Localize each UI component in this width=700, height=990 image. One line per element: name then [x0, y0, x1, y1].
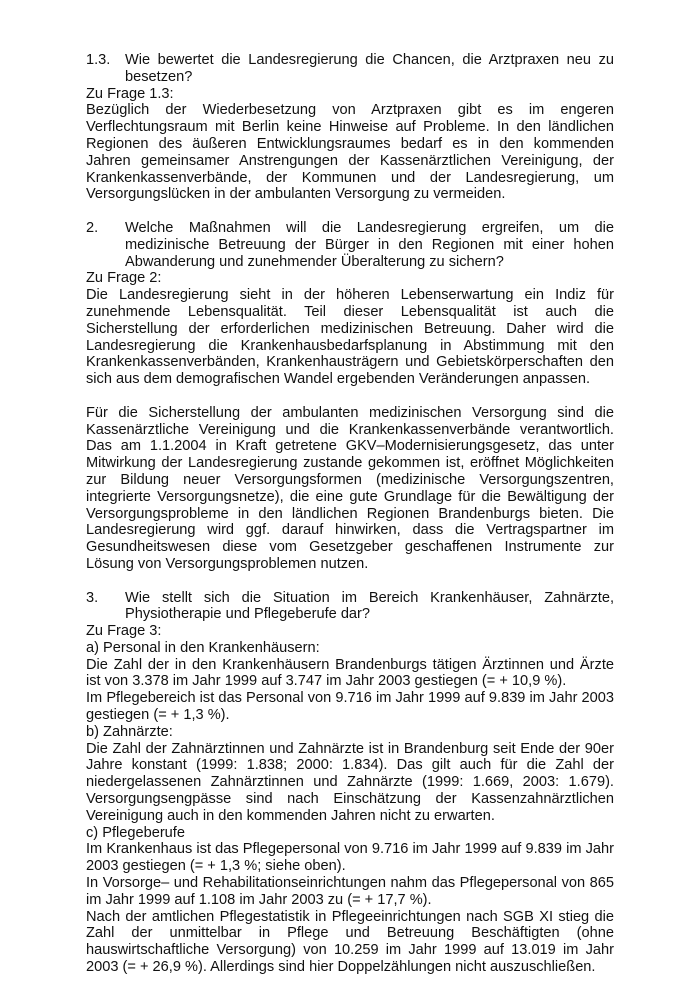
question-text: Wie bewertet die Landesregierung die Chancen, die Arztpraxen neu zu besetzen?: [125, 52, 614, 85]
answer-paragraph: Bezüglich der Wiederbesetzung von Arztpraxen gibt es im engeren Verflechtungsraum mit Berlin keine Hinweise auf Probleme. In den ländlichen Regionen des äußeren Entwicklungsraumes bedarf es in den kommenden Jahren gemeinsamer Anstrengungen der Kassenärztlichen Vereinigung, der Krankenkassenverbände, der Kommunen und der Landesregierung, um Versorgungslücken in der ambulanten Versorgung zu vermeiden.: [86, 102, 614, 203]
subsection-heading: c) Pflegeberufe: [86, 824, 185, 841]
question-3: [86, 590, 614, 624]
answer-paragraph: In Vorsorge– und Rehabilitationseinrichtungen nahm das Pflegepersonal von 865 im Jahr 1999 auf 1.108 im Jahr 2003 zu (= + 17,7 %).: [86, 875, 614, 908]
answer-paragraph: Im Krankenhaus ist das Pflegepersonal von 9.716 im Jahr 1999 auf 9.839 im Jahr 2003 gestiegen (= + 1,3 %; siehe oben).: [86, 841, 614, 875]
subsection-heading: a) Personal in den Krankenhäusern:: [86, 639, 320, 656]
answer-label: Zu Frage 2:: [86, 270, 162, 287]
question-text: Welche Maßnahmen will die Landesregierung ergreifen, um die medizinische Betreuung der Bürger in den Regionen mit einer hohen Abwanderung und zunehmender Überalterung zu sichern?: [125, 219, 614, 270]
question-1-3: [86, 52, 614, 86]
answer-paragraph: Für die Sicherstellung der ambulanten medizinischen Versorgung sind die Kassenärztliche Vereinigung und die Krankenkassenverbände verantwortlich. Das am 1.1.2004 in Kraft getretene GKV–Modernisierungsgesetz, das unter Mitwirkung der Landesregierung zustande gekommen ist, eröffnet Möglichkeiten zur Bildung neuer Versorgungsformen (medizinische Versorgungszentren, integrierte Versorgungsnetze), die eine gute Grundlage für die Bewältigung der Versorgungsprobleme in den ländlichen Regionen Brandenburgs bieten. Die Landesregierung wird ggf. darauf hinwirken, dass die Vertragspartner im Gesundheitswesen diese vom Gesetzgeber geschaffenen Instrumente zur Lösung von Versorgungsproblemen nutzen.: [86, 404, 614, 572]
answer-paragraph: Nach der amtlichen Pflegestatistik in Pflegeeinrichtungen nach SGB XI stieg die Zahl der unmittelbar in Pflege und Betreuung Beschäftigten (ohne hauswirtschaftliche Versorgung) von 10.259 im Jahr 1999 auf 13.019 im Jahr 2003 (= + 26,9 %). Allerdings sind hier Doppelzählungen nicht auszuschließen.: [86, 908, 614, 976]
question-number: 1.3.: [86, 52, 111, 68]
subsection-heading: b) Zahnärzte:: [86, 723, 173, 740]
answer-paragraph: Die Zahl der in den Krankenhäusern Brandenburgs tätigen Ärztinnen und Ärzte ist von 3.378 im Jahr 1999 auf 3.747 im Jahr 2003 gestiegen (= + 10,9 %).: [86, 656, 614, 690]
question-number: 3.: [86, 589, 99, 606]
question-2: [86, 220, 614, 270]
answer-paragraph: Die Zahl der Zahnärztinnen und Zahnärzte ist in Brandenburg seit Ende der 90er Jahre konstant (1999: 1.838; 2000: 1.834). Das gilt auch für die Zahl der niedergelassenen Zahnärztinnen und Zahnärzte (1999: 1.669, 2003: 1.679). Versorgungsengpässe sind nach Einschätzung der Kassenzahnärztlichen Vereinigung auch in den kommenden Jahren nicht zu erwarten.: [86, 740, 614, 824]
answer-label: Zu Frage 1.3:: [86, 85, 174, 102]
answer-label: Zu Frage 3:: [86, 623, 162, 640]
question-text: Wie stellt sich die Situation im Bereich Krankenhäuser, Zahnärzte, Physiotherapie und Pflegeberufe dar?: [125, 589, 614, 623]
question-number: 2.: [86, 219, 99, 236]
answer-paragraph: Im Pflegebereich ist das Personal von 9.716 im Jahr 1999 auf 9.839 im Jahr 2003 gestiegen (= + 1,3 %).: [86, 690, 614, 724]
answer-paragraph: Die Landesregierung sieht in der höheren Lebenserwartung ein Indiz für zunehmende Lebensqualität. Teil dieser Lebensqualität ist auch die Sicherstellung der erforderlichen medizinischen Betreuung. Daher wird die Landesregierung die Krankenhausbedarfsplanung in Abstimmung mit den Krankenkassenverbänden, Krankenhausträgern und Gebietskörperschaften den sich aus dem demografischen Wandel ergebenden Veränderungen anpassen.: [86, 287, 614, 388]
